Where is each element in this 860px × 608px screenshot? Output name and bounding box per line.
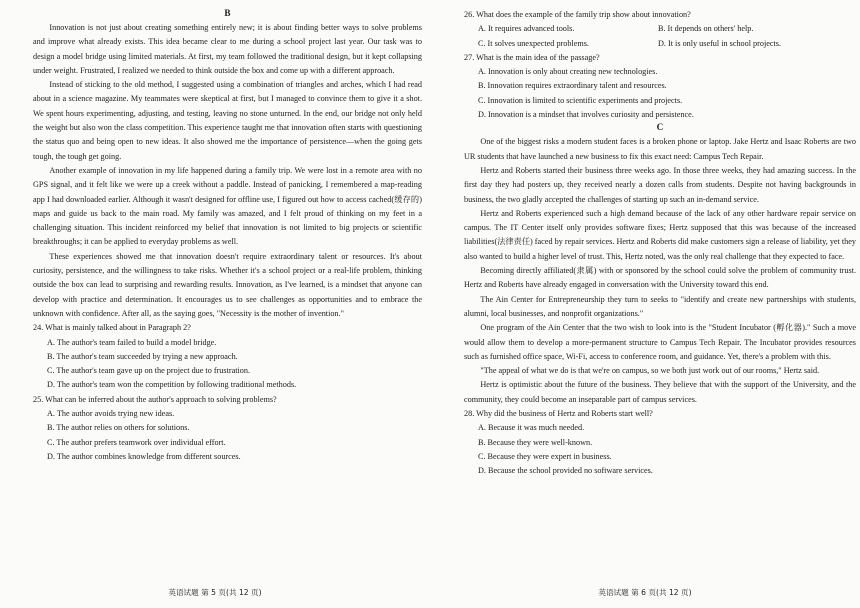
option-c: C. The author's team gave up on the project due to frustration. xyxy=(47,366,251,376)
question-27 xyxy=(464,51,856,122)
option-row xyxy=(478,37,856,51)
passage-b-paragraph-4: These experiences showed me that innovation doesn't require extraordinary talent or resources. It's about curiosity, persistence, and the willingness to take risks. Whether it's a school project or a real-life problem, thinking outside the box can lead to surprising and rewarding results. Innovation, as I've learned, is a mindset that anyone can develop with practice and determination. It encourages us to see challenges as opportunities and to embrace the unknown with confidence. After all, as the saying goes, "Necessity is the mother of invention." xyxy=(33,251,422,318)
option-a: A. The author avoids trying new ideas. xyxy=(47,409,175,419)
left-column xyxy=(33,8,422,464)
option-d: D. It is only useful in school projects. xyxy=(658,38,782,48)
passage-c-paragraph-5: The Ain Center for Entrepreneurship they turn to seeks to "identify and create new partnerships with students, alumni, local businesses, and nonprofit organizations." xyxy=(464,294,856,318)
question-stem: 27. What is the main idea of the passage? xyxy=(464,52,600,62)
option-c: C. Innovation is limited to scientific experiments and projects. xyxy=(478,95,683,105)
option-a: A. The author's team failed to build a model bridge. xyxy=(47,337,217,347)
section-b-heading: B xyxy=(224,8,231,18)
option-d: D. The author's team won the competition by following traditional methods. xyxy=(47,380,297,390)
option-b: B. It depends on others' help. xyxy=(658,24,754,34)
question-25 xyxy=(33,393,422,464)
option-a: A. Innovation is only about creating new technologies. xyxy=(478,67,658,77)
passage-c-paragraph-7: "The appeal of what we do is that we're on campus, so we both just work out of our rooms," Hertz said. xyxy=(480,366,820,376)
option-b: B. Innovation requires extraordinary talent and resources. xyxy=(478,81,667,91)
option-b: B. The author's team succeeded by trying a new approach. xyxy=(47,351,238,361)
option-b: B. The author relies on others for solutions. xyxy=(47,423,190,433)
option-c: C. Because they were expert in business. xyxy=(478,451,612,461)
passage-c-paragraph-1: One of the biggest risks a modern student faces is a broken phone or laptop. Jake Hertz and Isaac Roberts are two UR students that have launched a new business to fix this exact need: Campus Tech Repair. xyxy=(464,137,856,161)
option-d: D. The author combines knowledge from different sources. xyxy=(47,451,241,461)
question-stem: 28. Why did the business of Hertz and Roberts start well? xyxy=(464,409,653,419)
right-page xyxy=(430,0,860,608)
question-stem: 25. What can be inferred about the author's approach to solving problems? xyxy=(33,394,277,404)
question-26 xyxy=(464,8,856,51)
option-a: A. It requires advanced tools. xyxy=(478,24,575,34)
passage-b-paragraph-1: Innovation is not just about creating something entirely new; it is about finding better ways to solve problems and improve what already exists. This idea became clear to me during a school project last year. Our task was to design a model bridge using limited materials. At first, my team followed the traditional design, but it kept collapsing under weight. Frustrated, I realized we needed to think outside the box and come up with a different approach. xyxy=(33,23,422,75)
passage-c-paragraph-2: Hertz and Roberts started their business three weeks ago. In those three weeks, they had amazing success. In the first day they had posters up, they received nearly a dozen calls from students. Despite not having backgrounds in business, the two gladly accepted the challenges of starting up such an in-demand service. xyxy=(464,165,856,204)
option-c: C. The author prefers teamwork over individual effort. xyxy=(47,437,226,447)
option-c: C. It solves unexpected problems. xyxy=(478,38,589,48)
right-column xyxy=(464,8,856,479)
section-c-heading: C xyxy=(656,122,664,133)
passage-c-paragraph-8: Hertz is optimistic about the future of the business. They believe that with the support of the University, and the community, they could become an inseparable part of campus services. xyxy=(464,380,856,404)
option-row xyxy=(478,22,856,36)
option-d: D. Innovation is a mindset that involves curiosity and persistence. xyxy=(478,110,694,120)
option-a: A. Because it was much needed. xyxy=(478,423,585,433)
option-b: B. Because they were well-known. xyxy=(478,437,593,447)
passage-c-paragraph-4: Becoming directly affiliated(隶属) with or sponsored by the school could solve the problem of community trust. Hertz and Roberts have already engaged in conversation with the University toward this end. xyxy=(464,266,856,290)
page-footer: 英语试题 第 5 页(共 12 页) xyxy=(168,588,262,597)
passage-c-paragraph-3: Hertz and Roberts experienced such a high demand because of the lack of any other hardware repair service on campus. The IT Center itself only provides software fixes; Hertz supposed that this was because of the increased liabilities(法律责任) faced by repair services. Hertz and Roberts did make customers sign a release of liability, yet they also wanted to build a higher level of trust. This, Hertz noted, was the only real challenge that they expected to face. xyxy=(464,208,856,261)
passage-b-paragraph-3: Another example of innovation in my life happened during a family trip. We were lost in a remote area with no GPS signal, and it felt like we were up a creek without a paddle. Instead of panicking, I remembered a map-reading app I had downloaded earlier. Although it wasn't designed for offline use, I figured out how to access cached(缓存的) maps and guide us back to the main road. My family was amazed, and I felt proud of thinking on my feet in a challenging situation. This incident reinforced my belief that innovation is not limited to big projects or scientific breakthroughs; it can be applied to everyday problems as well. xyxy=(33,165,422,247)
question-28 xyxy=(464,407,856,478)
question-stem: 26. What does the example of the family trip show about innovation? xyxy=(464,10,691,19)
passage-b-paragraph-2: Instead of sticking to the old method, I suggested using a combination of triangles and arches, which I had read about in a science magazine. My teammates were skeptical at first, but I managed to convince them to give it a shot. We spent hours experimenting, adjusting, and testing, leaving no stone unturned. In the end, our bridge not only held the weight but also won the class competition. This experience taught me that innovation often starts with questioning the status quo and being open to new ideas. It also showed me the importance of persistence—when the going gets tough, the tough get going. xyxy=(33,80,422,161)
page-footer: 英语试题 第 6 页(共 12 页) xyxy=(598,588,692,597)
question-stem: 24. What is mainly talked about in Paragraph 2? xyxy=(33,323,191,333)
passage-c-paragraph-6: One program of the Ain Center that the two wish to look into is the "Student Incubator (孵化器)." Such a move would allow them to develop a more-permanent structure to Campus Tech Repair. The Incubator provides resources such as furnished office space, Wi-Fi, access to conference room, and guidance. Yet, there's a problem with this. xyxy=(464,323,856,361)
question-24 xyxy=(33,321,422,392)
option-d: D. Because the school provided no software services. xyxy=(478,466,653,476)
